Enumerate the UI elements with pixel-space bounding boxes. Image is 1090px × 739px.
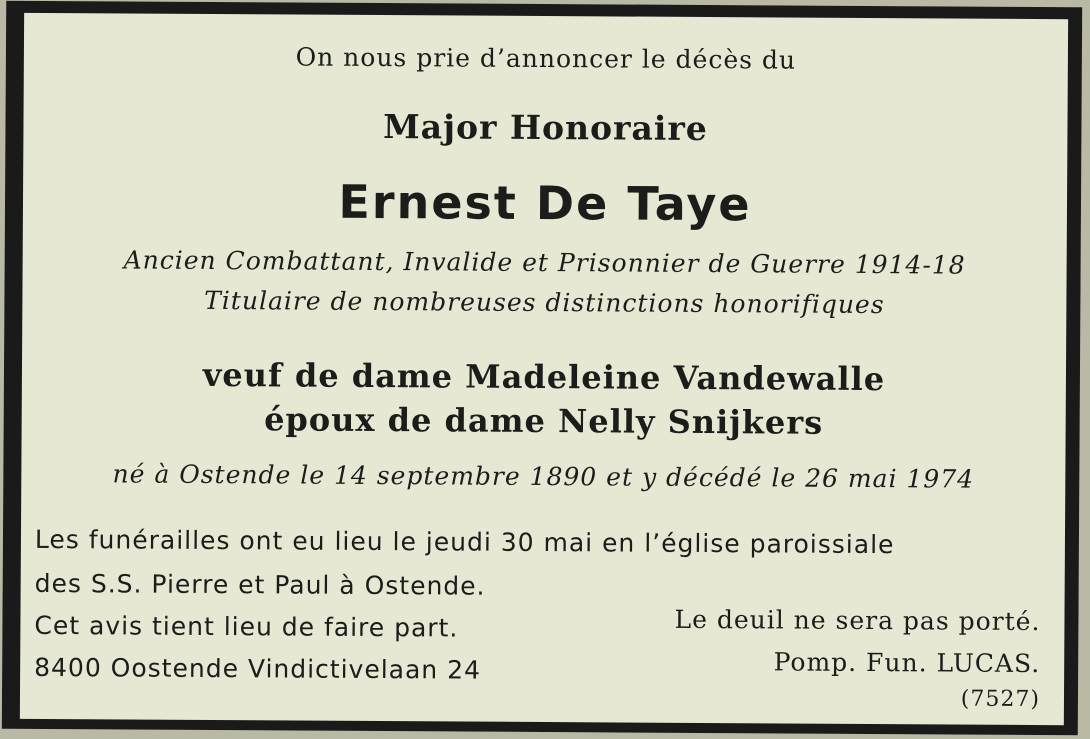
reference-number: (7527): [960, 686, 1041, 713]
titles-line-2: Titulaire de nombreuses distinctions honorifiques: [204, 285, 885, 320]
mourning-line: Le deuil ne sera pas porté.: [674, 604, 1041, 637]
deceased-name: Ernest De Taye: [338, 174, 752, 232]
funeral-line-2: des S.S. Pierre et Paul à Ostende.: [34, 568, 486, 601]
birth-death-line: né à Ostende le 14 septembre 1890 et y décédé le 26 mai 1974: [112, 459, 975, 494]
death-notice-card: [2, 1, 1082, 736]
spouse-line: époux de dame Nelly Snijkers: [264, 400, 824, 442]
deceased-rank: Major Honoraire: [383, 107, 708, 149]
intro-text: On nous prie d’annoncer le décès du: [295, 42, 797, 75]
funeral-line-1: Les funérailles ont eu lieu le jeudi 30 mai en l’église paroissiale: [34, 524, 895, 560]
notice-line: Cet avis tient lieu de faire part.: [34, 610, 459, 643]
undertaker-line: Pomp. Fun. LUCAS.: [773, 647, 1041, 679]
titles-line-1: Ancien Combattant, Invalide et Prisonnier de Guerre 1914-18: [123, 245, 966, 280]
widower-line: veuf de dame Madeleine Vandewalle: [202, 355, 886, 399]
address-line: 8400 Oostende Vindictivelaan 24: [34, 652, 482, 685]
